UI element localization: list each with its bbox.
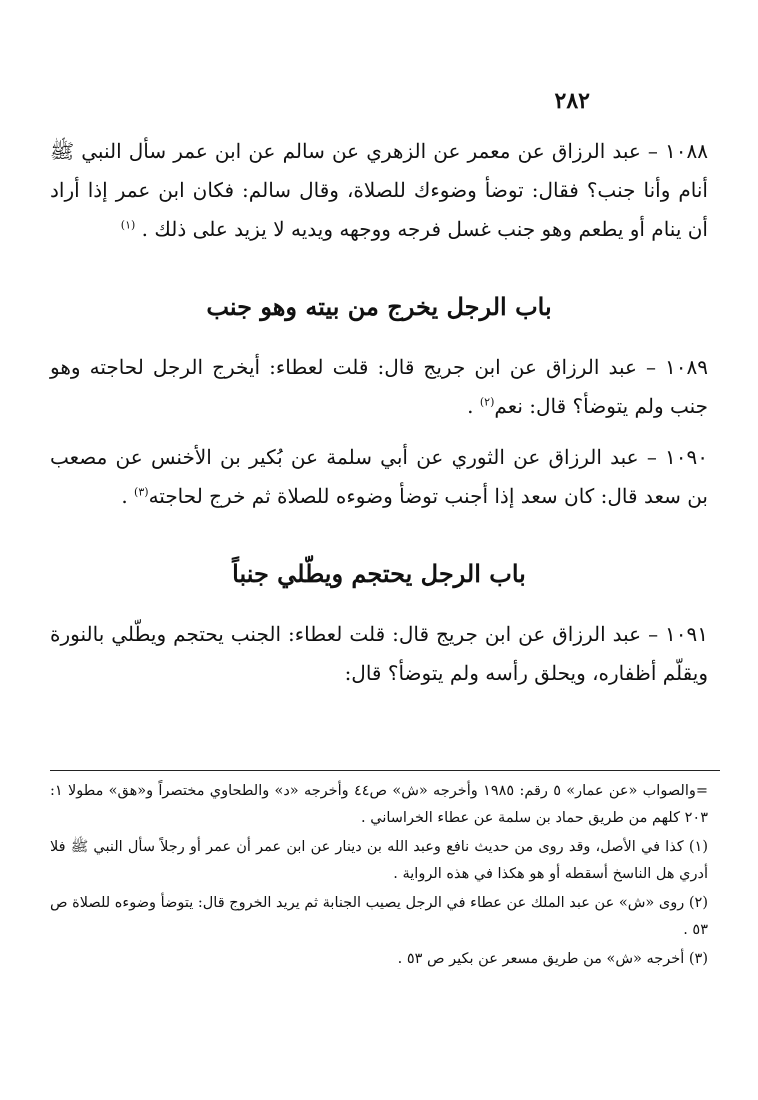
footnote-3: (٣) أخرجه «ش» من طريق مسعر عن بكير ص ٥٣ . [397, 951, 708, 967]
footnote-continuation: =والصواب «عن عمار» ٥ رقم: ١٩٨٥ وأخرجه «ش» ص٤٤ وأخرجه «د» والطحاوي مختصراً و«هق» مطولا ١: ٢٠٣ كلهم من طريق حماد بن سلمة عن عطاء الخراساني . [50, 783, 709, 826]
hadith-1090-text: ١٠٩٠ – عبد الرزاق عن الثوري عن أبي سلمة عن بُكير بن الأخنس عن مصعب بن سعد قال: كان سعد إذا أجنب توضأ وضوءه للصلاة ثم خرج لحاجته [50, 445, 708, 508]
footnote-marker-2: (٢) [479, 395, 495, 409]
hadith-1090 [50, 438, 708, 516]
footnote-2: (٢) روى «ش» عن عبد الملك عن عطاء في الرجل يصيب الجنابة ثم يريد الخروج قال: يتوضأ وضوءه للصلاة ص ٥٣ . [50, 895, 708, 938]
hadith-1088-text: ١٠٨٨ – عبد الرزاق عن معمر عن الزهري عن سالم عن ابن عمر سأل النبي ﷺ أنام وأنا جنب؟ فقال: توضأ وضوءك للصلاة، وقال سالم: فكان ابن عمر إذا أراد أن ينام أو يطعم وهو جنب غسل فرجه ووجهه ويديه لا يزيد على ذلك . [50, 139, 709, 241]
hadith-1091 [50, 615, 708, 693]
hadith-1089 [50, 348, 708, 426]
page-number: ٢٨٢ [554, 88, 590, 114]
hadith-1089-text: ١٠٨٩ – عبد الرزاق عن ابن جريج قال: قلت لعطاء: أيخرج الرجل لحاجته وهو جنب ولم يتوضأ؟ قال: نعم [50, 355, 708, 418]
main-text [50, 132, 708, 693]
hadith-1091-text: ١٠٩١ – عبد الرزاق عن ابن جريج قال: قلت لعطاء: الجنب يحتجم ويطّلي بالنورة ويقلّم أظفاره، ويحلق رأسه ولم يتوضأ؟ قال: [50, 622, 708, 685]
hadith-1090-end: . [121, 484, 128, 508]
chapter-heading-1: باب الرجل يخرج من بيته وهو جنب [206, 292, 552, 321]
footnote-divider [50, 770, 720, 771]
footnote-1: (١) كذا في الأصل، وقد روى من حديث نافع وعبد الله بن دينار عن ابن عمر أن عمر أو رجلاً سأل النبي ﷺ فلا أدري هل الناسخ أسقطه أو هو هكذا في هذه الرواية . [50, 839, 708, 882]
hadith-1089-end: . [467, 394, 474, 418]
footnotes [50, 778, 708, 973]
footnote-marker-3: (٣) [134, 485, 149, 499]
hadith-1088 [50, 132, 708, 249]
footnote-marker-1: (١) [120, 218, 136, 232]
chapter-heading-2: باب الرجل يحتجم ويطّلي جنباً [232, 559, 526, 588]
